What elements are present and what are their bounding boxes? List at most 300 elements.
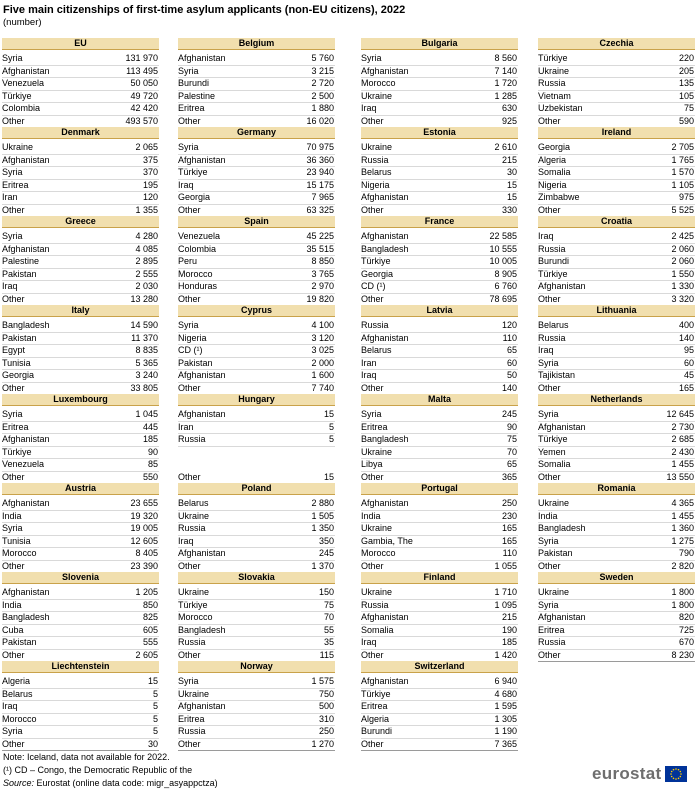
citizenship-row: [538, 587, 695, 600]
citizenship-row: [178, 103, 335, 116]
applicant-count: 500: [318, 701, 334, 711]
applicant-count: 2 030: [135, 281, 158, 291]
applicant-count: 8 835: [135, 345, 158, 355]
citizenship-name: Afghanistan: [538, 612, 586, 622]
citizenship-row: [538, 142, 695, 155]
citizenship-row: [2, 345, 159, 358]
citizenship-name: Türkiye: [538, 53, 568, 63]
citizenship-name: Algeria: [2, 676, 31, 686]
other-count: 13 550: [666, 471, 694, 482]
applicant-count: 2 430: [671, 446, 694, 457]
applicant-count: 70 975: [306, 142, 334, 152]
applicant-count: 605: [142, 624, 158, 635]
citizenship-name: Syria: [2, 53, 23, 63]
applicant-count: 400: [678, 320, 694, 330]
country-header: Denmark: [2, 127, 159, 139]
applicant-count: 1 330: [671, 281, 694, 291]
applicant-count: 8 850: [311, 256, 334, 266]
citizenship-row: [361, 676, 518, 689]
citizenship-row: [538, 78, 695, 91]
citizenship-row: [2, 523, 159, 536]
other-label: Other: [2, 471, 25, 482]
page-subtitle: (number): [3, 17, 42, 28]
citizenship-row: [361, 459, 518, 472]
citizenship-row: [178, 523, 335, 536]
citizenship-name: Iraq: [361, 637, 377, 647]
citizenship-name: Russia: [178, 523, 206, 533]
other-count: 19 820: [306, 293, 334, 304]
country-header: Italy: [2, 305, 159, 317]
citizenship-row: [2, 142, 159, 155]
citizenship-row: [538, 625, 695, 638]
citizenship-name: Colombia: [178, 243, 217, 254]
citizenship-name: Afghanistan: [361, 65, 409, 76]
citizenship-row: [178, 637, 335, 650]
other-row: [2, 739, 159, 752]
applicant-count: 1 285: [494, 90, 517, 101]
applicant-count: 975: [678, 192, 694, 202]
citizenship-name: Afghanistan: [361, 192, 409, 202]
citizenship-row: [361, 244, 518, 257]
applicant-count: 35: [323, 637, 334, 647]
other-label: Other: [178, 560, 201, 571]
country-block-estonia: [361, 127, 518, 217]
country-block-switzerland: [361, 661, 518, 751]
citizenship-name: Morocco: [2, 713, 37, 724]
applicant-count: 4 365: [671, 498, 694, 508]
citizenship-name: Tunisia: [2, 535, 31, 546]
citizenship-row: [178, 600, 335, 613]
other-label: Other: [538, 471, 561, 482]
citizenship-name: Iraq: [2, 281, 18, 291]
citizenship-row: [361, 167, 518, 180]
citizenship-name: Afghanistan: [2, 65, 50, 76]
citizenship-row: [2, 320, 159, 333]
citizenship-row: [2, 167, 159, 180]
applicant-count: 820: [678, 612, 694, 622]
citizenship-name: Burundi: [538, 256, 570, 266]
citizenship-name: Syria: [361, 409, 382, 419]
applicant-count: 8 560: [494, 53, 517, 63]
country-block-slovenia: [2, 572, 159, 662]
citizenship-row: [538, 600, 695, 613]
citizenship-name: Belarus: [2, 688, 33, 699]
citizenship-row: [361, 281, 518, 294]
country-block-cyprus: [178, 305, 335, 395]
applicant-count: 5: [152, 713, 158, 724]
other-count: 1 055: [494, 560, 517, 571]
citizenship-row: [178, 333, 335, 346]
applicant-count: 250: [318, 726, 334, 736]
citizenship-row: [178, 142, 335, 155]
applicant-count: 110: [502, 548, 517, 558]
citizenship-name: Russia: [361, 599, 389, 610]
citizenship-name: Afghanistan: [361, 612, 409, 622]
other-label: Other: [2, 649, 25, 660]
citizenship-row: [538, 498, 695, 511]
citizenship-row: [178, 536, 335, 549]
citizenship-name: Iraq: [361, 370, 377, 380]
citizenship-name: Pakistan: [538, 548, 573, 558]
applicant-count: 1 105: [671, 179, 694, 190]
citizenship-row: [538, 511, 695, 524]
applicant-count: 1 205: [135, 587, 158, 597]
other-count: 590: [678, 115, 694, 126]
applicant-count: 23 940: [306, 167, 334, 177]
citizenship-row: [361, 78, 518, 91]
other-label: Other: [538, 293, 561, 304]
other-label: Other: [361, 382, 384, 393]
applicant-count: 4 280: [135, 231, 158, 241]
citizenship-name: Iran: [2, 192, 18, 202]
applicant-count: 120: [142, 192, 158, 202]
applicant-count: 105: [678, 90, 694, 101]
citizenship-row: [538, 269, 695, 282]
applicant-count: 245: [501, 409, 517, 419]
applicant-count: 185: [142, 434, 158, 444]
applicant-count: 3 025: [311, 345, 334, 355]
citizenship-name: Ukraine: [538, 65, 570, 76]
citizenship-name: Palestine: [178, 90, 216, 101]
citizenship-name: Afghanistan: [178, 701, 226, 711]
applicant-count: 2 610: [494, 142, 517, 152]
citizenship-row: [178, 409, 335, 422]
applicant-count: 14 590: [130, 320, 158, 330]
applicant-count: 215: [501, 612, 517, 622]
citizenship-row: [361, 53, 518, 66]
citizenship-name: Morocco: [361, 548, 396, 558]
citizenship-name: Syria: [538, 409, 559, 419]
country-header: EU: [2, 38, 159, 50]
other-label: Other: [178, 471, 201, 482]
other-count: 115: [319, 649, 334, 660]
applicant-count: 3 765: [311, 268, 334, 279]
citizenship-name: Syria: [538, 535, 559, 546]
citizenship-name: Peru: [178, 256, 198, 266]
applicant-count: 11 370: [131, 332, 158, 343]
citizenship-row: [361, 434, 518, 447]
citizenship-row: [538, 244, 695, 257]
applicant-count: 4 085: [135, 243, 158, 254]
country-header: Ireland: [538, 127, 695, 139]
citizenship-row: [538, 523, 695, 536]
citizenship-name: Bangladesh: [178, 624, 226, 635]
applicant-count: 85: [147, 459, 158, 469]
applicant-count: 60: [683, 357, 694, 368]
applicant-count: 55: [323, 624, 334, 635]
other-label: Other: [361, 293, 384, 304]
citizenship-name: Türkiye: [361, 256, 391, 266]
other-count: 8 230: [671, 649, 694, 660]
applicant-count: 75: [506, 434, 517, 444]
citizenship-name: Georgia: [178, 192, 211, 202]
citizenship-row: [178, 548, 335, 561]
citizenship-name: Belarus: [361, 167, 392, 177]
applicant-count: 7 140: [494, 65, 517, 76]
applicant-count: 70: [323, 612, 334, 622]
applicant-count: 5: [328, 421, 334, 432]
applicant-count: 65: [506, 459, 517, 469]
citizenship-name: Zimbabwe: [538, 192, 580, 202]
applicant-count: 2 500: [311, 90, 334, 101]
citizenship-row: [361, 498, 518, 511]
applicant-count: 8 405: [135, 548, 158, 558]
citizenship-row: [178, 625, 335, 638]
citizenship-name: Afghanistan: [538, 421, 586, 432]
citizenship-row: [361, 345, 518, 358]
citizenship-row: [2, 511, 159, 524]
citizenship-row: [2, 637, 159, 650]
citizenship-name: Ukraine: [2, 142, 34, 152]
citizenship-name: Iraq: [538, 231, 554, 241]
citizenship-row: [178, 53, 335, 66]
citizenship-row: [178, 167, 335, 180]
citizenship-row: [2, 689, 159, 702]
citizenship-name: Pakistan: [178, 357, 213, 368]
country-block-france: [361, 216, 518, 306]
applicant-count: 15: [506, 192, 517, 202]
applicant-count: 850: [142, 599, 158, 610]
country-block-bulgaria: [361, 38, 518, 128]
citizenship-row: [361, 726, 518, 739]
citizenship-name: Russia: [178, 726, 206, 736]
citizenship-row: [538, 637, 695, 650]
citizenship-row: [361, 180, 518, 193]
citizenship-row: [361, 142, 518, 155]
citizenship-row: [361, 536, 518, 549]
country-header: Belgium: [178, 38, 335, 50]
applicant-count: 19 005: [130, 523, 158, 533]
citizenship-row: [538, 256, 695, 269]
country-header: Germany: [178, 127, 335, 139]
country-header: France: [361, 216, 518, 228]
source-line: [3, 777, 218, 790]
applicant-count: 2 425: [671, 231, 694, 241]
citizenship-row: [538, 612, 695, 625]
country-header: Bulgaria: [361, 38, 518, 50]
citizenship-row: [2, 78, 159, 91]
applicant-count: 790: [678, 548, 694, 558]
citizenship-name: Algeria: [538, 154, 567, 165]
other-count: 13 280: [130, 293, 158, 304]
citizenship-row: [178, 434, 335, 447]
applicant-count: 131 970: [125, 53, 158, 63]
flag-star: [676, 778, 678, 780]
citizenship-name: Morocco: [178, 612, 213, 622]
applicant-count: 670: [678, 637, 694, 647]
flag-star: [676, 768, 678, 770]
applicant-count: 445: [142, 421, 158, 432]
country-block-germany: [178, 127, 335, 217]
applicant-count: 4 100: [311, 320, 334, 330]
citizenship-row: [2, 612, 159, 625]
citizenship-row: [538, 345, 695, 358]
flag-star: [673, 778, 675, 780]
citizenship-row: [361, 548, 518, 561]
citizenship-row: [178, 714, 335, 727]
citizenship-row: [538, 333, 695, 346]
applicant-count: 310: [318, 713, 334, 724]
other-label: Other: [538, 560, 561, 571]
applicant-count: 220: [678, 53, 694, 63]
applicant-count: 1 595: [494, 701, 517, 711]
citizenship-name: Iraq: [178, 535, 194, 546]
applicant-count: 2 720: [311, 78, 334, 88]
other-label: Other: [538, 382, 561, 393]
citizenship-name: Bangladesh: [2, 320, 50, 330]
country-header: Spain: [178, 216, 335, 228]
other-count: 550: [142, 471, 158, 482]
citizenship-row: [538, 167, 695, 180]
country-header: Finland: [361, 572, 518, 584]
citizenship-name: Ukraine: [538, 498, 570, 508]
other-label: Other: [178, 115, 201, 126]
source-text: Eurostat (online data code: migr_asyappctza): [34, 778, 218, 788]
citizenship-name: Bangladesh: [2, 612, 50, 622]
applicant-count: 7 965: [311, 192, 334, 202]
citizenship-name: Georgia: [538, 142, 571, 152]
source-label: Source:: [3, 778, 35, 788]
applicant-count: 19 320: [130, 510, 158, 521]
citizenship-row: [178, 612, 335, 625]
citizenship-name: Iraq: [538, 345, 554, 355]
citizenship-name: Pakistan: [2, 268, 37, 279]
citizenship-row: [2, 701, 159, 714]
applicant-count: 3 215: [311, 65, 334, 76]
citizenship-name: Honduras: [178, 281, 218, 291]
citizenship-name: Türkiye: [2, 446, 32, 457]
country-block-romania: [538, 483, 695, 573]
citizenship-name: India: [2, 599, 22, 610]
applicant-count: 2 880: [311, 498, 334, 508]
applicant-count: 2 000: [311, 357, 334, 368]
citizenship-row: [178, 180, 335, 193]
citizenship-name: Syria: [2, 167, 23, 177]
citizenship-row: [178, 256, 335, 269]
citizenship-row: [538, 53, 695, 66]
citizenship-name: Syria: [538, 599, 559, 610]
citizenship-name: Syria: [2, 726, 23, 736]
citizenship-row: [361, 714, 518, 727]
citizenship-name: Russia: [538, 332, 566, 343]
other-count: 16 020: [306, 115, 334, 126]
other-count: 165: [678, 382, 694, 393]
citizenship-row: [2, 244, 159, 257]
flag-star: [673, 769, 675, 771]
citizenship-row: [361, 422, 518, 435]
applicant-count: 15 175: [306, 179, 334, 190]
flag-star: [678, 769, 680, 771]
citizenship-row: [178, 422, 335, 435]
applicant-count: 49 720: [130, 90, 158, 101]
citizenship-row: [178, 345, 335, 358]
note-iceland: Note: Iceland, data not available for 2022.: [3, 752, 170, 762]
citizenship-row: [178, 358, 335, 371]
citizenship-name: India: [361, 510, 381, 521]
citizenship-name: Tunisia: [2, 357, 31, 368]
citizenship-name: Nigeria: [178, 332, 207, 343]
citizenship-name: Türkiye: [538, 434, 568, 444]
citizenship-row: [178, 78, 335, 91]
country-header: Slovenia: [2, 572, 159, 584]
citizenship-row: [361, 689, 518, 702]
country-block-austria: [2, 483, 159, 573]
citizenship-row: [2, 256, 159, 269]
citizenship-row: [538, 370, 695, 383]
other-label: Other: [2, 560, 25, 571]
applicant-count: 120: [501, 320, 517, 330]
citizenship-name: Georgia: [2, 370, 35, 380]
citizenship-row: [538, 422, 695, 435]
citizenship-name: Burundi: [361, 726, 393, 736]
other-count: 5 525: [671, 204, 694, 215]
other-count: 63 325: [306, 204, 334, 215]
citizenship-name: Morocco: [2, 548, 37, 558]
citizenship-name: Iraq: [2, 701, 18, 711]
citizenship-row: [2, 192, 159, 205]
applicant-count: 215: [501, 154, 517, 165]
country-block-czechia: [538, 38, 695, 128]
citizenship-name: Russia: [538, 78, 566, 88]
citizenship-name: Syria: [2, 409, 23, 419]
citizenship-row: [178, 281, 335, 294]
applicant-count: [334, 459, 335, 471]
applicant-count: 15: [147, 676, 158, 686]
applicant-count: 10 005: [489, 256, 517, 266]
applicant-count: 1 190: [494, 726, 517, 736]
other-count: 140: [501, 382, 517, 393]
citizenship-name: Türkiye: [2, 90, 32, 101]
citizenship-row: [361, 511, 518, 524]
citizenship-name: Somalia: [361, 624, 394, 635]
citizenship-name: Afghanistan: [361, 332, 409, 343]
other-label: Other: [2, 382, 25, 393]
applicant-count: 1 550: [671, 268, 694, 279]
country-header: Liechtenstein: [2, 661, 159, 673]
citizenship-row: [538, 434, 695, 447]
country-block-portugal: [361, 483, 518, 573]
citizenship-row: [178, 726, 335, 739]
other-count: 7 365: [494, 738, 517, 749]
country-block-sweden: [538, 572, 695, 662]
citizenship-row: [2, 231, 159, 244]
applicant-count: 150: [318, 587, 334, 597]
citizenship-name: Syria: [2, 523, 23, 533]
citizenship-name: India: [2, 510, 22, 521]
citizenship-row: [538, 231, 695, 244]
other-label: Other: [361, 115, 384, 126]
applicant-count: 140: [678, 332, 694, 343]
other-count: 15: [323, 471, 334, 482]
citizenship-row: [538, 320, 695, 333]
applicant-count: 1 575: [311, 676, 334, 686]
citizenship-name: Eritrea: [178, 713, 205, 724]
other-count: 7 740: [311, 382, 334, 393]
applicant-count: 15: [506, 179, 517, 190]
citizenship-name: Morocco: [178, 268, 213, 279]
citizenship-name: Belarus: [178, 498, 209, 508]
citizenship-row: [2, 676, 159, 689]
country-header: Netherlands: [538, 394, 695, 406]
applicant-count: 36 360: [306, 154, 334, 165]
citizenship-row: [538, 358, 695, 371]
country-header: Malta: [361, 394, 518, 406]
flag-star: [680, 776, 682, 778]
eurostat-logo-text: eurostat: [592, 764, 662, 783]
citizenship-name: Iraq: [361, 103, 377, 113]
country-block-liechtenstein: [2, 661, 159, 751]
applicant-count: 2 730: [671, 421, 694, 432]
